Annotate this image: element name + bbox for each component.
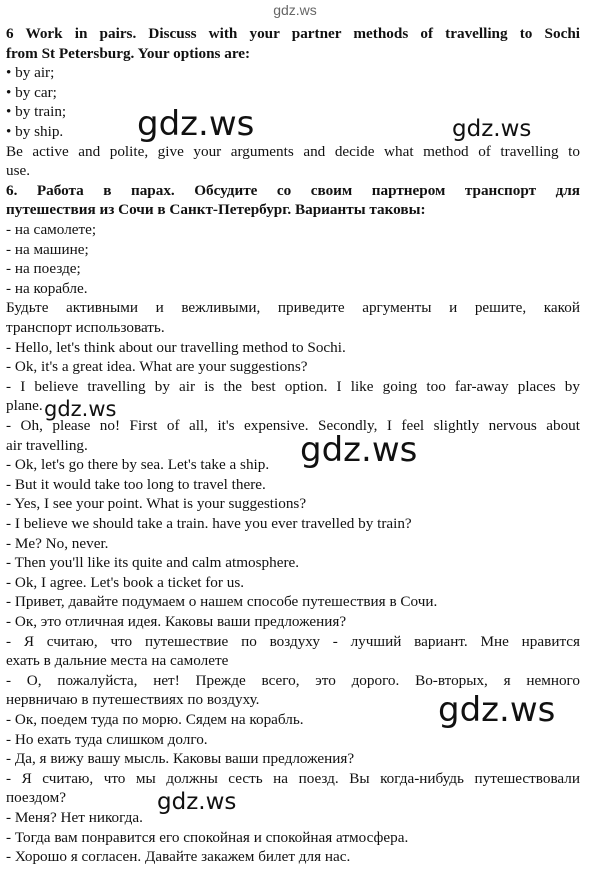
task-en-option-car: • by car; (6, 83, 57, 101)
task-en-option-air: • by air; (6, 64, 55, 82)
task-ru-option-ship: - на корабле. (6, 279, 88, 297)
watermark: gdz.ws (300, 430, 418, 470)
dialogue-ru-line-2: - Ок, это отличная идея. Каковы ваши предложения? (6, 613, 347, 630)
task-ru-option-train: - на поезде; (6, 260, 81, 278)
task-ru-instruction-line-2: транспорт использовать. (6, 319, 165, 336)
dialogue-ru-line-12: - Меня? Нет никогда. (6, 809, 143, 826)
dialogue-en-line-8: - But it would take too long to travel there. (6, 475, 266, 493)
dialogue-ru-line-7: - Ок, поедем туда по морю. Сядем на корабль. (6, 711, 304, 728)
task-en-option-ship: • by ship. (6, 123, 64, 140)
task-ru-option-car: - на машине; (6, 240, 89, 258)
task-ru-option-plane: - на самолете; (6, 221, 97, 238)
task-en-title-line-1: 6 Work in pairs. Discuss with your partner methods of travelling to Sochi (6, 25, 580, 42)
task-ru-title-line-2: путешествия из Сочи в Санкт-Петербург. Варианты таковы: (6, 201, 426, 219)
dialogue-en-line-1: - Hello, let's think about our travelling method to Sochi. (6, 338, 346, 356)
dialogue-en-line-9: - Yes, I see your point. What is your suggestions? (6, 495, 307, 513)
dialogue-en-line-5: - Oh, please no! First of all, it's expensive. Secondly, I feel slightly nervous about (6, 417, 580, 434)
task-en-option-train: • by train; (6, 103, 67, 121)
watermark: gdz.ws (452, 116, 532, 142)
task-en-instruction-line-2: use. (6, 162, 31, 180)
dialogue-ru-line-14: - Хорошо я согласен. Давайте закажем билет для нас. (6, 848, 351, 866)
task-ru-instruction-line-1: Будьте активными и вежливыми, приведите аргументы и решите, какой (6, 299, 580, 317)
site-mark-header: gdz.ws (273, 2, 317, 18)
task-en-title-line-2: from St Petersburg. Your options are: (6, 44, 251, 62)
task-ru-title-line-1: 6. Работа в парах. Обсудите со своим партнером транспорт для (6, 181, 580, 199)
dialogue-en-line-10: - I believe we should take a train. have you ever travelled by train? (6, 515, 412, 532)
dialogue-ru-line-5: - О, пожалуйста, нет! Прежде всего, это дорого. Во-вторых, я немного (6, 671, 580, 689)
watermark: gdz.ws (438, 690, 556, 730)
dialogue-ru-line-3: - Я считаю, что путешествие по воздуху - лучший вариант. Мне нравится (6, 632, 580, 650)
watermark: gdz.ws (157, 789, 237, 815)
watermark: gdz.ws (44, 397, 117, 421)
dialogue-ru-line-11: поездом? (6, 789, 66, 807)
dialogue-ru-line-9: - Да, я вижу вашу мысль. Каковы ваши предложения? (6, 750, 355, 768)
dialogue-ru-line-6: нервничаю в путешествиях по воздуху. (6, 691, 260, 709)
watermark: gdz.ws (137, 104, 255, 144)
dialogue-en-line-4: plane. (6, 397, 43, 415)
dialogue-en-line-7: - Ok, let's go there by sea. Let's take a ship. (6, 456, 270, 474)
dialogue-en-line-11: - Me? No, never. (6, 534, 109, 552)
dialogue-en-line-2: - Ok, it's a great idea. What are your suggestions? (6, 358, 308, 376)
dialogue-en-line-6: air travelling. (6, 436, 88, 454)
task-en-instruction-line-1: Be active and polite, give your arguments and decide what method of travelling to (6, 142, 580, 160)
dialogue-ru-line-4: ехать в дальние места на самолете (6, 652, 229, 670)
dialogue-en-line-3: - I believe travelling by air is the best option. I like going too far-away places by (6, 377, 580, 395)
dialogue-en-line-12: - Then you'll like its quite and calm atmosphere. (6, 554, 300, 572)
dialogue-ru-line-8: - Но ехать туда слишком долго. (6, 730, 208, 748)
dialogue-en-line-13: - Ok, I agree. Let's book a ticket for us. (6, 573, 245, 591)
dialogue-ru-line-1: - Привет, давайте подумаем о нашем способе путешествия в Сочи. (6, 593, 438, 611)
dialogue-ru-line-13: - Тогда вам понравится его спокойная и спокойная атмосфера. (6, 828, 409, 846)
dialogue-ru-line-10: - Я считаю, что мы должны сесть на поезд. Вы когда-нибудь путешествовали (6, 769, 580, 787)
